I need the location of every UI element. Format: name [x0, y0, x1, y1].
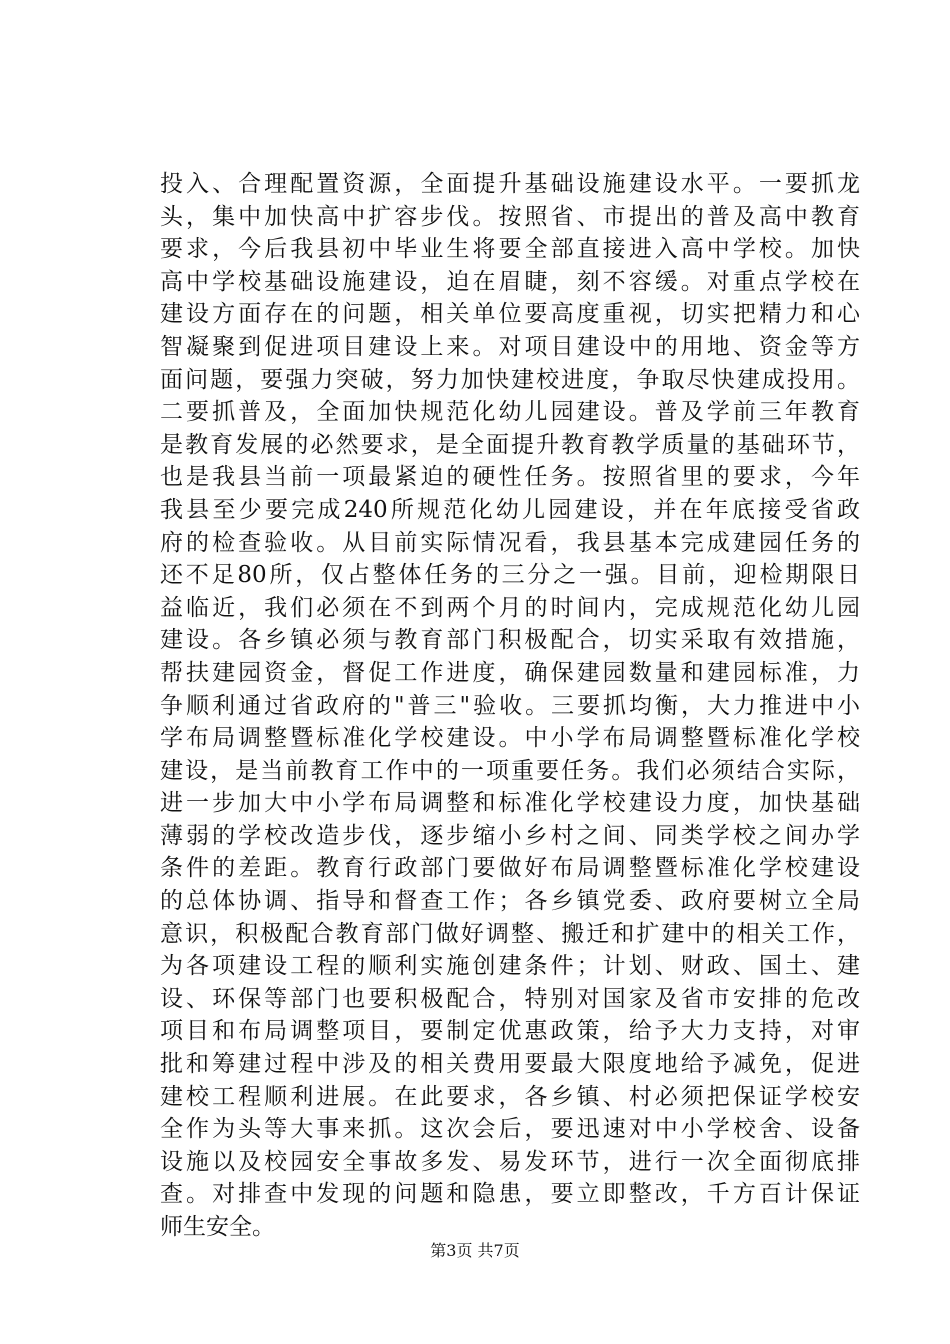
- text-line: 是教育发展的必然要求，是全面提升教育教学质量的基础环节，: [160, 431, 860, 458]
- text-line: 进一步加大中小学布局调整和标准化学校建设力度，加快基础: [160, 790, 860, 817]
- text-line: 智凝聚到促进项目建设上来。对项目建设中的用地、资金等方: [160, 333, 860, 360]
- text-line: 益临近，我们必须在不到两个月的时间内，完成规范化幼儿园: [160, 594, 860, 621]
- text-line: 要求，今后我县初中毕业生将要全部直接进入高中学校。加快: [160, 236, 860, 263]
- body-paragraph: [160, 168, 860, 1244]
- text-line: 建设，是当前教育工作中的一项重要任务。我们必须结合实际，: [160, 757, 860, 784]
- text-line: 面问题，要强力突破，努力加快建校进度，争取尽快建成投用。: [160, 366, 860, 393]
- text-line: 查。对排查中发现的问题和隐患，要立即整改，千方百计保证: [160, 1181, 860, 1208]
- text-line: 建设。各乡镇必须与教育部门积极配合，切实采取有效措施，: [160, 627, 860, 654]
- text-line: 设施以及校园安全事故多发、易发环节，进行一次全面彻底排: [160, 1148, 860, 1175]
- text-line: 建校工程顺利进展。在此要求，各乡镇、村必须把保证学校安: [160, 1083, 860, 1110]
- text-line: 二要抓普及，全面加快规范化幼儿园建设。普及学前三年教育: [160, 399, 860, 426]
- text-line: 建设方面存在的问题，相关单位要高度重视，切实把精力和心: [160, 301, 860, 328]
- text-line: 也是我县当前一项最紧迫的硬性任务。按照省里的要求，今年: [160, 464, 860, 491]
- text-line: 我县至少要完成240所规范化幼儿园建设，并在年底接受省政: [160, 496, 860, 523]
- text-line: 学布局调整暨标准化学校建设。中小学布局调整暨标准化学校: [160, 725, 860, 752]
- text-line: 府的检查验收。从目前实际情况看，我县基本完成建园任务的: [160, 529, 860, 556]
- text-line: 争顺利通过省政府的"普三"验收。三要抓均衡，大力推进中小: [160, 692, 860, 719]
- text-line: 师生安全。: [160, 1214, 275, 1240]
- text-line: 还不足80所，仅占整体任务的三分之一强。目前，迎检期限日: [160, 562, 860, 589]
- page-footer: 第3页 共7页: [430, 1241, 520, 1260]
- text-line: 批和筹建过程中涉及的相关费用要最大限度地给予减免，促进: [160, 1051, 860, 1078]
- text-line: 项目和布局调整项目，要制定优惠政策，给予大力支持，对审: [160, 1018, 860, 1045]
- text-line: 意识，积极配合教育部门做好调整、搬迁和扩建中的相关工作，: [160, 920, 860, 947]
- text-line: 全作为头等大事来抓。这次会后，要迅速对中小学校舍、设备: [160, 1116, 860, 1143]
- text-line: 为各项建设工程的顺利实施创建条件；计划、财政、国土、建: [160, 953, 860, 980]
- text-line: 设、环保等部门也要积极配合，特别对国家及省市安排的危改: [160, 985, 860, 1012]
- text-line: 高中学校基础设施建设，迫在眉睫，刻不容缓。对重点学校在: [160, 268, 860, 295]
- text-line: 头，集中加快高中扩容步伐。按照省、市提出的普及高中教育: [160, 203, 860, 230]
- text-line: 帮扶建园资金，督促工作进度，确保建园数量和建园标准，力: [160, 659, 860, 686]
- text-line: 的总体协调、指导和督查工作；各乡镇党委、政府要树立全局: [160, 888, 860, 915]
- text-line: 条件的差距。教育行政部门要做好布局调整暨标准化学校建设: [160, 855, 860, 882]
- text-line: 投入、合理配置资源，全面提升基础设施建设水平。一要抓龙: [160, 171, 860, 197]
- text-line: 薄弱的学校改造步伐，逐步缩小乡村之间、同类学校之间办学: [160, 822, 860, 849]
